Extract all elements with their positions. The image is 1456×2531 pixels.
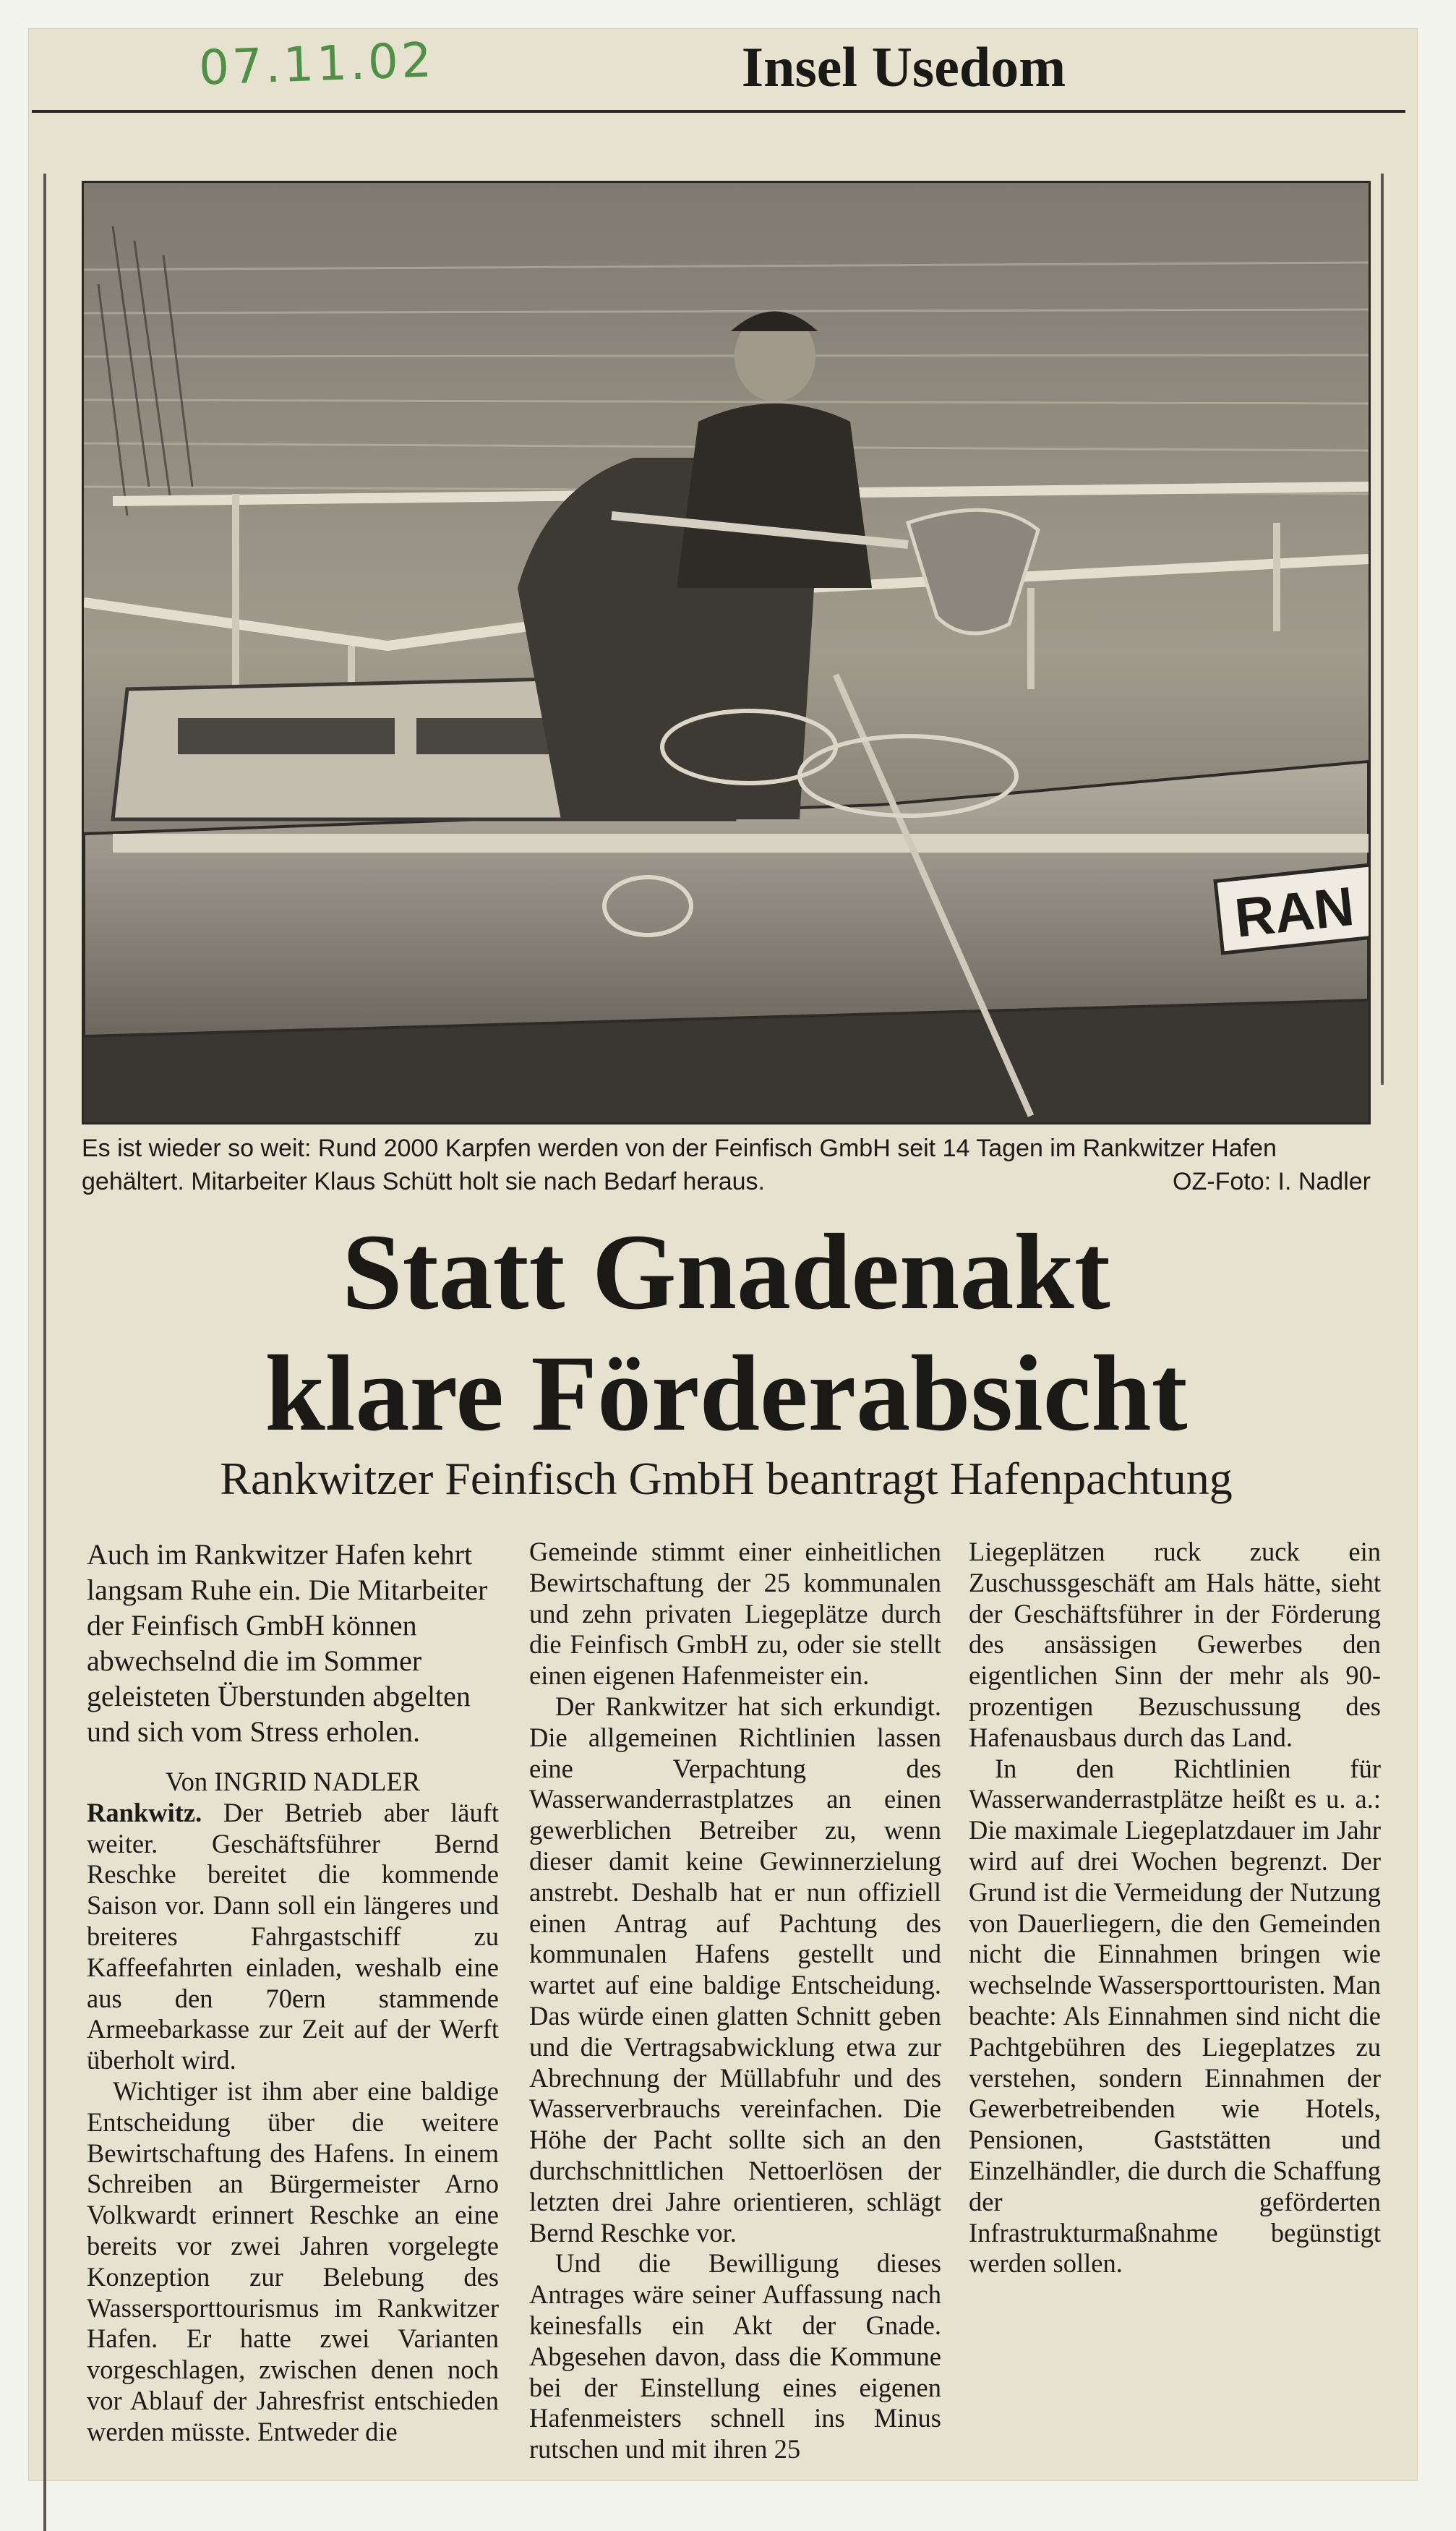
photo-fisherman-boat [84, 183, 1369, 1122]
column-rule-right [1381, 174, 1384, 1085]
headline [82, 1211, 1371, 1454]
article-column-3 [969, 1537, 1381, 2279]
article-column-1 [87, 1537, 499, 2448]
paragraph-3: Der Rankwitzer hat sich erkundigt. Die allgemeinen Richtlinien lassen eine Verpachtung des Wasserwanderrastplatzes an einen gewerblichen Betreiber zu, wenn dieser damit keine Gewinnerzielung anstrebt. Deshalb hat er nun offiziell einen Antrag auf Pachtung des kommunalen Hafens gestellt und wartet auf eine baldige Entscheidung. Das würde einen glatten Schnitt geben und die Vertragsabwicklung etwa zur Abrechnung der Müllabfuhr und des Wasserverbrauchs vereinfachen. Die Höhe der Pacht sollte sich an den durchschnittlichen Nettoerlösen der letzten drei Jahre orientieren, schlägt Bernd Reschke vor. [529, 1691, 941, 2248]
dateline: Rankwitz. [87, 1797, 202, 1827]
paragraph-1 [87, 1798, 499, 2076]
article-column-2 [529, 1537, 941, 2465]
headline-line-1: Statt Gnadenakt [342, 1212, 1110, 1332]
paragraph-1-text: Der Betrieb aber läuft weiter. Geschäftsführer Bernd Reschke bereitet die kommende Saison vor. Dann soll ein längeres und breiteres Fahrgastschiff zu Kaffeefahrten einladen, weshalb eine aus den 70ern stammende Armeebarkasse zur Zeit auf der Werft überholt wird. [87, 1797, 500, 2075]
header-rule [32, 110, 1405, 113]
paragraph-continued: Liegeplätzen ruck zuck ein Zuschussgeschäft am Hals hätte, sieht der Geschäftsführer in der Förderung des ansässigen Gewerbes den eigentlichen Sinn der mehr als 90-prozentigen Bezuschussung des Hafenausbaus durch das Land. [969, 1537, 1381, 1752]
news-photo [82, 181, 1371, 1124]
paragraph-5: In den Richtlinien für Wasserwanderrastplätze heißt es u. a.: Die maximale Liegeplatzdauer im Jahr wird auf drei Wochen begrenzt. Der Grund ist die Vermeidung der Nutzung von Dauerliegern, die den Gemeinden nicht die Einnahmen bringen wie wechselnde Wassersporttouristen. Man beachte: Als Einnahmen sind nicht die Pachtgebühren des Liegeplatzes zu verstehen, sondern Einnahmen der Gewerbetreibenden wie Hotels, Pensionen, Gaststätten und Einzelhändler, die durch die Schaffung der geförderten Infrastrukturmaßnahme begünstigt werden sollen. [969, 1753, 1381, 2279]
column-rule-left [43, 174, 46, 2531]
paragraph-4: Und die Bewilligung dieses Antrages wäre seiner Auffassung nach keinesfalls ein Akt der Gnade. Abgesehen davon, dass die Kommune bei der Einstellung eines eigenen Hafenmeisters schnell ins Minus rutschen und mit ihren 25 [529, 2248, 941, 2464]
paragraph-continued: Gemeinde stimmt einer einheitlichen Bewirtschaftung der 25 kommunalen und zehn privaten Liegeplätze durch die Feinfisch GmbH zu, oder sie stellt einen eigenen Hafenmeister ein. [529, 1537, 941, 1691]
caption-text: Es ist wieder so weit: Rund 2000 Karpfen werden von der Feinfisch GmbH seit 14 Tagen im Rankwitzer Hafen gehältert. Mitarbeiter Klaus Schütt holt sie nach Bedarf heraus. [82, 1135, 1277, 1195]
boat-registration-label: RAN [1232, 875, 1357, 949]
subheadline: Rankwitzer Feinfisch GmbH beantragt Hafenpachtung [220, 1453, 1233, 1504]
paragraph-2: Wichtiger ist ihm aber eine baldige Entscheidung über die weitere Bewirtschaftung des Hafens. In einem Schreiben an Bürgermeister Arno Volkwardt erinnert Reschke an eine bereits vor zwei Jahren vorgelegte Konzeption zur Belebung des Wassersporttourismus im Rankwitzer Hafen. Er hatte zwei Varianten vorgeschlagen, zwischen denen noch vor Ablauf der Jahresfrist entschieden werden müsste. Entweder die [87, 2075, 499, 2446]
photo-caption [82, 1132, 1371, 1198]
lead-paragraph: Auch im Rankwitzer Hafen kehrt langsam Ruhe ein. Die Mitarbeiter der Feinfisch GmbH können abwechselnd die im Sommer geleisteten Überstunden abgelten und sich vom Stress erholen. [87, 1538, 488, 1748]
headline-line-2: klare Förderabsicht [265, 1333, 1188, 1454]
section-title: Insel Usedom [741, 35, 1066, 98]
handwritten-date: 07.11.02 [197, 32, 436, 96]
photo-credit: OZ-Foto: I. Nadler [1173, 1168, 1371, 1195]
byline: Von INGRID NADLER [165, 1767, 421, 1796]
